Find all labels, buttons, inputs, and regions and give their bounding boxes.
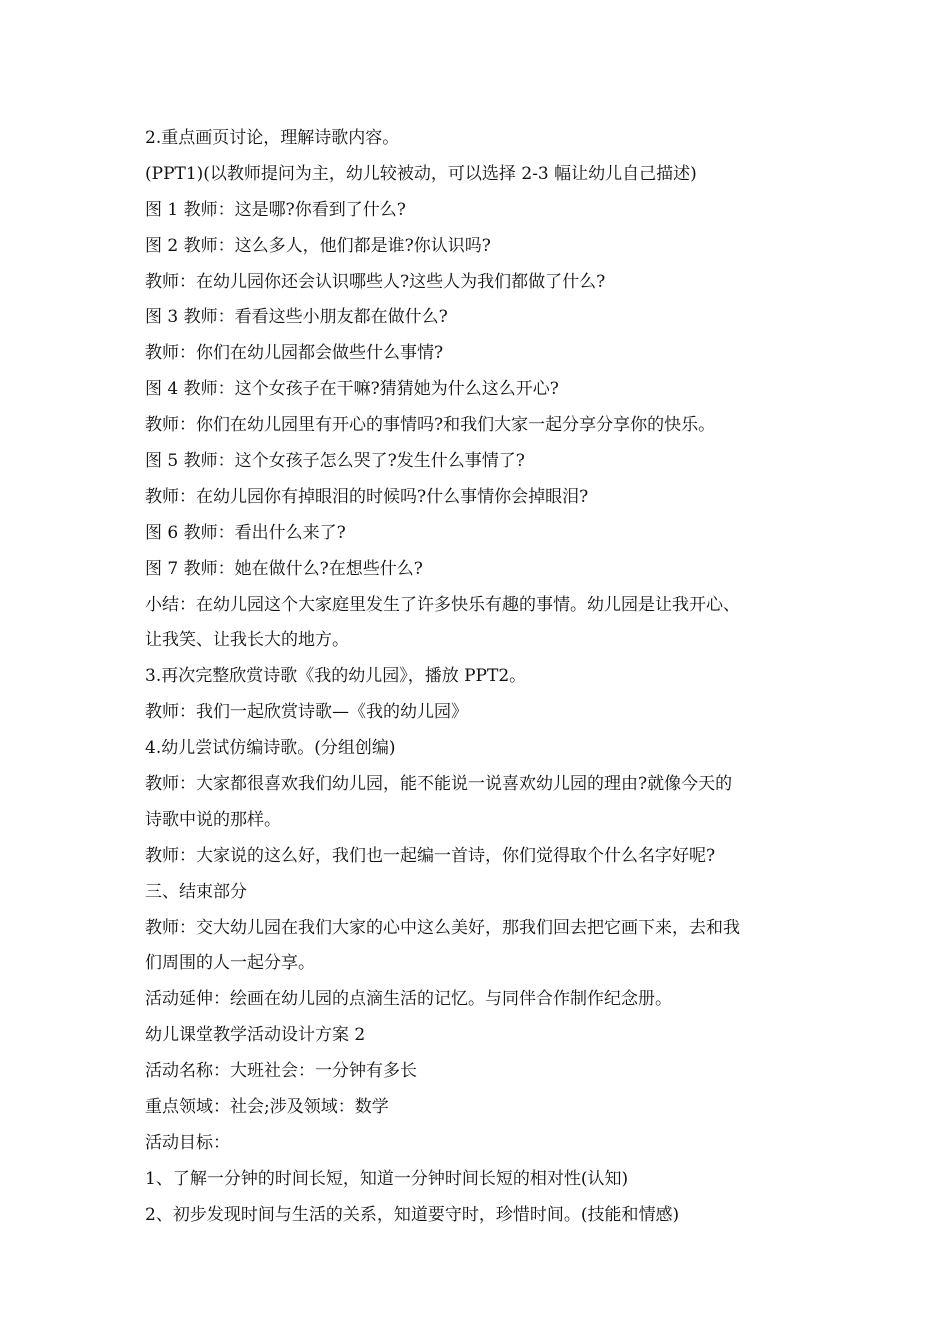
section-heading: 三、结束部分 [145,881,247,902]
text-line: (PPT1)(以教师提问为主，幼儿较被动，可以选择 2-3 幅让幼儿自己描述) [145,163,697,184]
text-line: 图 3 教师：看看这些小朋友都在做什么? [145,307,448,328]
text-line: 图 2 教师：这么多人，他们都是谁?你认识吗? [145,235,491,256]
text-line: 图 5 教师：这个女孩子怎么哭了?发生什么事情了? [145,451,525,472]
text-line: 3.再次完整欣赏诗歌《我的幼儿园》，播放 PPT2。 [145,666,527,687]
text-line: 教师：在幼儿园你还会认识哪些人?这些人为我们都做了什么? [145,271,606,292]
document-body [145,121,811,1234]
text-line: 让我笑、让我长大的地方。 [145,630,349,651]
text-line: 4.幼儿尝试仿编诗歌。(分组创编) [145,738,396,759]
text-line: 活动名称：大班社会：一分钟有多长 [145,1061,417,1082]
text-line: 图 1 教师：这是哪?你看到了什么? [145,199,406,220]
text-line: 教师：你们在幼儿园都会做些什么事情? [145,343,444,364]
text-line: 教师：你们在幼儿园里有开心的事情吗?和我们大家一起分享分享你的快乐。 [145,415,716,436]
text-line: 图 4 教师：这个女孩子在干嘛?猜猜她为什么这么开心? [145,379,559,400]
section-heading: 幼儿课堂教学活动设计方案 2 [145,1025,366,1046]
text-line: 教师：我们一起欣赏诗歌—《我的幼儿园》 [145,702,468,723]
text-line: 教师：大家说的这么好，我们也一起编一首诗，你们觉得取个什么名字好呢? [145,845,716,866]
text-line: 图 7 教师：她在做什么?在想些什么? [145,558,423,579]
text-line: 们周围的人一起分享。 [145,953,315,974]
text-line: 教师：大家都很喜欢我们幼儿园，能不能说一说喜欢幼儿园的理由?就像今天的 [145,774,733,795]
text-line: 2、初步发现时间与生活的关系，知道要守时，珍惜时间。(技能和情感) [145,1204,680,1225]
text-line: 活动目标： [145,1132,230,1153]
text-line: 教师：在幼儿园你有掉眼泪的时候吗?什么事情你会掉眼泪? [145,486,589,507]
text-line: 活动延伸：绘画在幼儿园的点滴生活的记忆。与同伴合作制作纪念册。 [145,989,672,1010]
text-line: 重点领域：社会;涉及领域：数学 [145,1097,389,1118]
text-line: 小结：在幼儿园这个大家庭里发生了许多快乐有趣的事情。幼儿园是让我开心、 [145,594,740,615]
text-line: 2.重点画页讨论，理解诗歌内容。 [145,128,400,148]
text-line: 诗歌中说的那样。 [145,809,281,830]
text-line: 教师：交大幼儿园在我们大家的心中这么美好，那我们回去把它画下来，去和我 [145,917,740,938]
text-line: 1、了解一分钟的时间长短，知道一分钟时间长短的相对性(认知) [145,1168,629,1189]
text-line: 图 6 教师：看出什么来了? [145,522,346,543]
